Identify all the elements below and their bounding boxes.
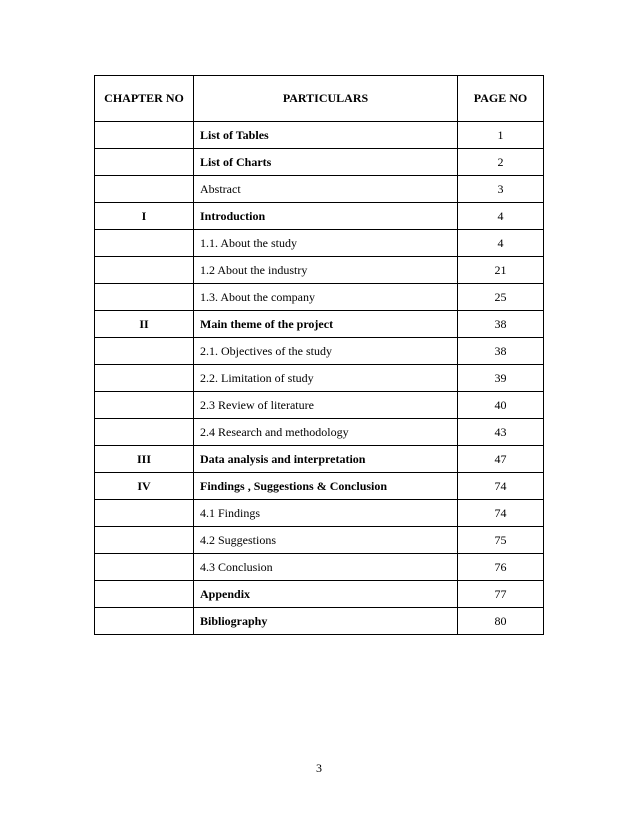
page-cell: 38	[458, 311, 544, 338]
chapter-cell: I	[95, 203, 194, 230]
chapter-cell	[95, 608, 194, 635]
chapter-cell	[95, 581, 194, 608]
table-row	[95, 230, 544, 257]
table-row	[95, 527, 544, 554]
page-cell: 40	[458, 392, 544, 419]
table-row	[95, 311, 544, 338]
particulars-cell: Bibliography	[194, 608, 458, 635]
particulars-cell: 1.1. About the study	[194, 230, 458, 257]
particulars-cell: Appendix	[194, 581, 458, 608]
table-row	[95, 203, 544, 230]
table-row	[95, 608, 544, 635]
page-cell: 25	[458, 284, 544, 311]
page-cell: 2	[458, 149, 544, 176]
table-of-contents	[94, 75, 544, 635]
page-cell: 4	[458, 230, 544, 257]
particulars-cell: List of Tables	[194, 122, 458, 149]
page-cell: 74	[458, 500, 544, 527]
chapter-cell	[95, 527, 194, 554]
particulars-header: PARTICULARS	[194, 76, 458, 122]
particulars-cell: Findings , Suggestions & Conclusion	[194, 473, 458, 500]
header-row	[95, 76, 544, 122]
chapter-no-header: CHAPTER NO	[95, 76, 194, 122]
page-number: 3	[316, 761, 322, 775]
page-cell: 1	[458, 122, 544, 149]
page-cell: 3	[458, 176, 544, 203]
table-row	[95, 473, 544, 500]
table-row	[95, 500, 544, 527]
chapter-cell	[95, 419, 194, 446]
particulars-cell: 2.1. Objectives of the study	[194, 338, 458, 365]
chapter-cell	[95, 176, 194, 203]
chapter-cell: III	[95, 446, 194, 473]
page-cell: 74	[458, 473, 544, 500]
page-cell: 80	[458, 608, 544, 635]
chapter-cell	[95, 338, 194, 365]
table-row	[95, 446, 544, 473]
particulars-cell: 2.2. Limitation of study	[194, 365, 458, 392]
table-row	[95, 257, 544, 284]
table-row	[95, 284, 544, 311]
page-cell: 75	[458, 527, 544, 554]
chapter-cell	[95, 392, 194, 419]
page-cell: 76	[458, 554, 544, 581]
toc-body	[95, 122, 544, 635]
page-cell: 47	[458, 446, 544, 473]
chapter-cell	[95, 554, 194, 581]
page-cell: 38	[458, 338, 544, 365]
chapter-cell	[95, 230, 194, 257]
page-cell: 39	[458, 365, 544, 392]
particulars-cell: List of Charts	[194, 149, 458, 176]
chapter-cell: IV	[95, 473, 194, 500]
chapter-cell	[95, 257, 194, 284]
chapter-cell	[95, 149, 194, 176]
particulars-cell: 2.3 Review of literature	[194, 392, 458, 419]
page-cell: 4	[458, 203, 544, 230]
table-row	[95, 176, 544, 203]
table-row	[95, 122, 544, 149]
table-row	[95, 338, 544, 365]
table-row	[95, 365, 544, 392]
table-row	[95, 419, 544, 446]
particulars-cell: Introduction	[194, 203, 458, 230]
page-no-header: PAGE NO	[458, 76, 544, 122]
page-cell: 77	[458, 581, 544, 608]
particulars-cell: 1.3. About the company	[194, 284, 458, 311]
particulars-cell: Data analysis and interpretation	[194, 446, 458, 473]
table-row	[95, 554, 544, 581]
table-row	[95, 149, 544, 176]
chapter-cell	[95, 122, 194, 149]
chapter-cell: II	[95, 311, 194, 338]
particulars-cell: Abstract	[194, 176, 458, 203]
particulars-cell: 4.3 Conclusion	[194, 554, 458, 581]
chapter-cell	[95, 500, 194, 527]
particulars-cell: 1.2 About the industry	[194, 257, 458, 284]
page-cell: 43	[458, 419, 544, 446]
particulars-cell: Main theme of the project	[194, 311, 458, 338]
chapter-cell	[95, 365, 194, 392]
particulars-cell: 2.4 Research and methodology	[194, 419, 458, 446]
table-row	[95, 392, 544, 419]
particulars-cell: 4.1 Findings	[194, 500, 458, 527]
table-row	[95, 581, 544, 608]
particulars-cell: 4.2 Suggestions	[194, 527, 458, 554]
page-cell: 21	[458, 257, 544, 284]
chapter-cell	[95, 284, 194, 311]
